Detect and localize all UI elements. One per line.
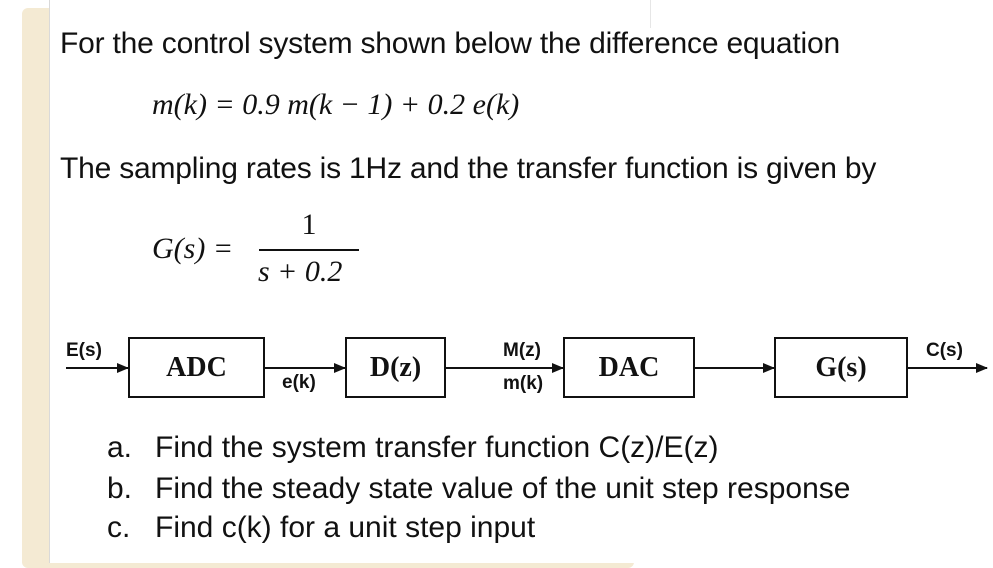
question-c (107, 511, 535, 545)
gs-label: G(s) (815, 351, 867, 383)
intro-text: For the control system shown below the difference equation (60, 27, 840, 60)
dac-block (563, 337, 695, 398)
adc-block (128, 337, 265, 398)
transfer-function-denominator: s + 0.2 (258, 255, 343, 288)
output-signal-label: C(s) (926, 340, 963, 361)
question-text: Find c(k) for a unit step input (155, 511, 536, 544)
question-marker: c. (107, 511, 131, 544)
transfer-function-lhs: G(s) = (152, 232, 234, 265)
question-text: Find the system transfer function C(z)/E(z) (155, 431, 719, 464)
ek-signal-label: e(k) (282, 372, 316, 393)
dac-label: DAC (598, 351, 660, 383)
mk-signal-label: m(k) (503, 373, 544, 394)
question-a (107, 431, 719, 465)
dz-label: D(z) (369, 351, 422, 383)
mz-signal-label: M(z) (503, 340, 541, 361)
dz-block (345, 337, 446, 398)
question-marker: b. (107, 472, 133, 505)
difference-equation: m(k) = 0.9 m(k − 1) + 0.2 e(k) (152, 88, 520, 121)
sampling-text: The sampling rates is 1Hz and the transfer function is given by (60, 152, 877, 185)
question-b (107, 472, 850, 506)
adc-label: ADC (166, 351, 227, 383)
question-text: Find the steady state value of the unit step response (155, 472, 851, 505)
transfer-function-numerator: 1 (301, 208, 317, 241)
question-marker: a. (107, 431, 133, 464)
input-signal-label: E(s) (66, 340, 102, 361)
gs-block (774, 337, 908, 398)
